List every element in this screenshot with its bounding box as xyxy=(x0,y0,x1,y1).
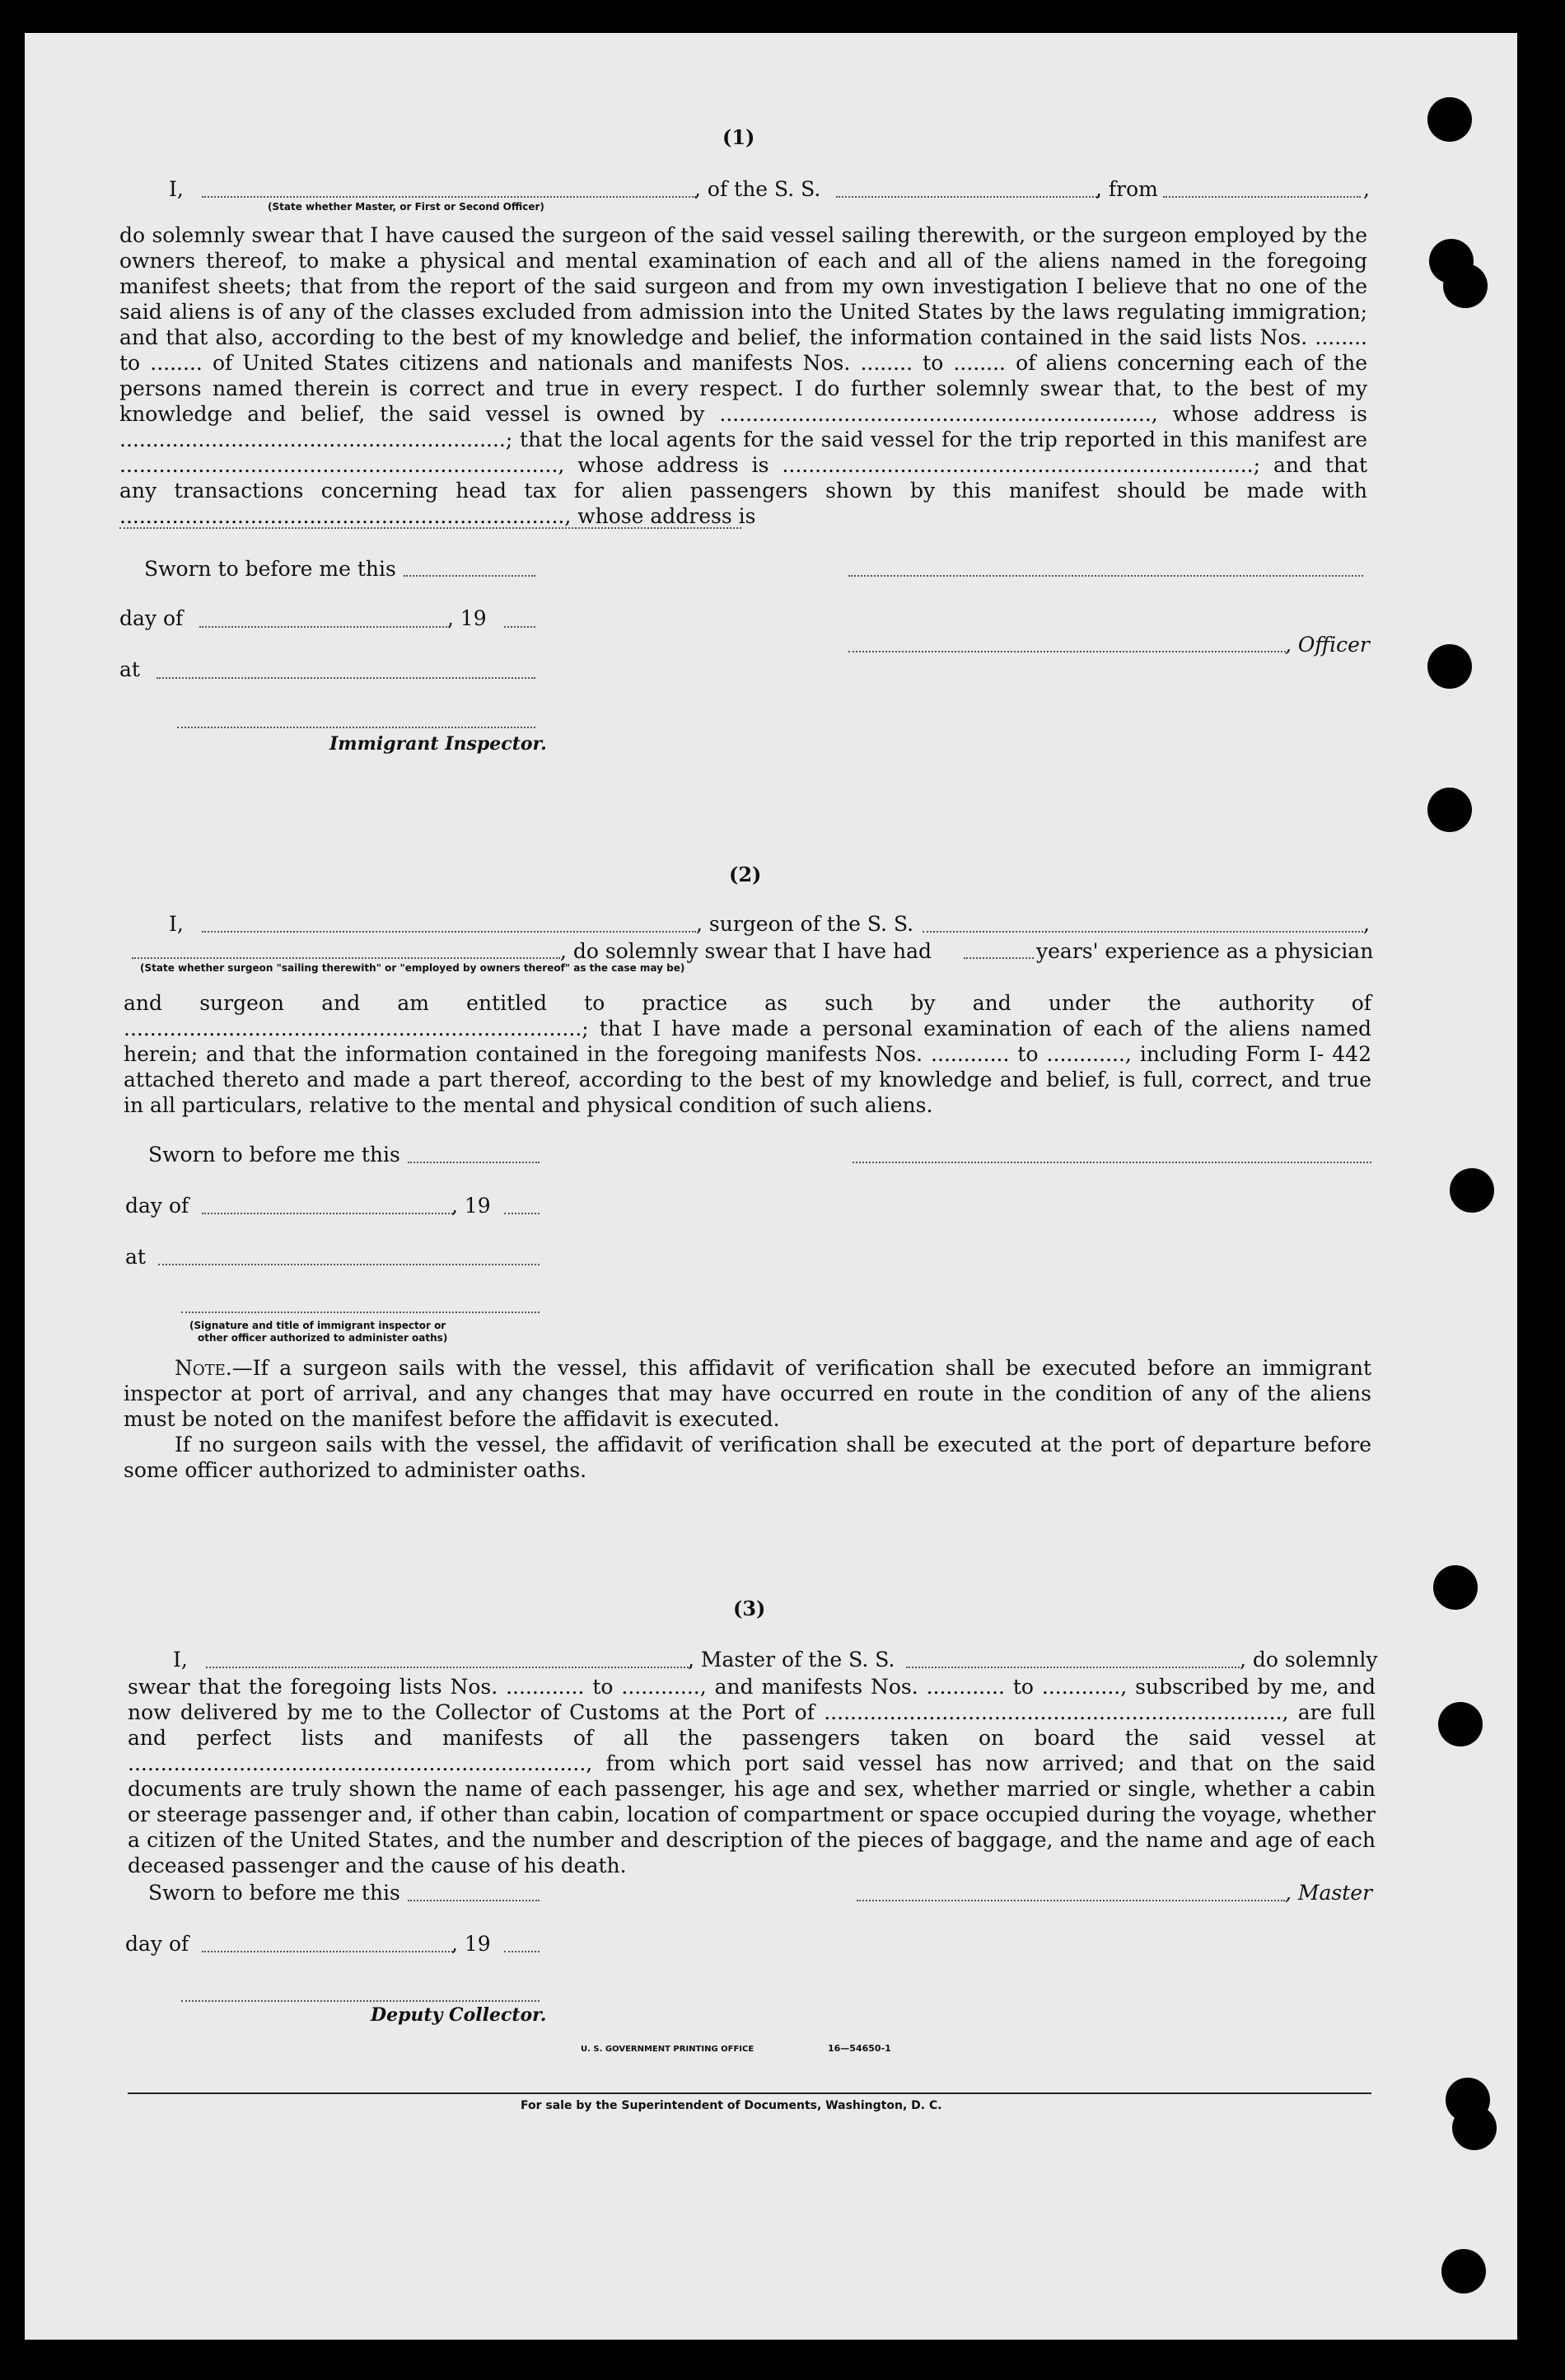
officer-line[interactable] xyxy=(848,651,1289,652)
comma: , xyxy=(1363,177,1370,201)
inspector-signature-line[interactable] xyxy=(181,1312,540,1313)
binder-hole xyxy=(1427,97,1472,142)
binder-hole xyxy=(1441,2249,1486,2293)
swear-label: , do solemnly swear that I have had xyxy=(560,939,932,963)
comma: , xyxy=(1363,912,1370,936)
binder-hole xyxy=(1427,644,1472,689)
section-3-number: (3) xyxy=(733,1597,766,1620)
section-3-sworn-line[interactable] xyxy=(408,1900,540,1901)
binder-hole xyxy=(1443,264,1488,308)
note-paragraph-2 xyxy=(124,1432,1371,1483)
master-signature-line[interactable] xyxy=(857,1900,1285,1901)
section-1-sworn: Sworn to before me this xyxy=(144,557,396,581)
printing-office: U. S. GOVERNMENT PRINTING OFFICE xyxy=(581,2045,754,2054)
section-1-signature-line[interactable] xyxy=(848,575,1363,577)
section-2-sworn: Sworn to before me this xyxy=(148,1143,400,1167)
section-1-caption: (State whether Master, or First or Second Officer) xyxy=(268,201,544,213)
section-2-i: I, xyxy=(169,912,184,936)
years-line[interactable] xyxy=(964,957,1034,959)
master-of-label: , Master of the S. S. xyxy=(688,1648,895,1672)
signature-caption-1: (Signature and title of immigrant inspector or xyxy=(189,1320,446,1331)
section-3-sworn: Sworn to before me this xyxy=(148,1881,400,1905)
section-3-master-line[interactable] xyxy=(206,1667,692,1668)
section-2-year-line[interactable] xyxy=(504,1213,540,1214)
binder-hole xyxy=(1433,1565,1478,1610)
section-2-number: (2) xyxy=(729,863,762,886)
form-code: 16—54650-1 xyxy=(828,2043,891,2054)
section-1-sworn-line[interactable] xyxy=(404,575,535,577)
section-2-sworn-line[interactable] xyxy=(408,1162,540,1163)
section-3-year-line[interactable] xyxy=(504,1951,540,1952)
section-2-year: , 19 xyxy=(451,1194,491,1218)
section-1-at: at xyxy=(119,657,140,681)
binder-hole xyxy=(1427,788,1472,832)
section-3-vessel-line[interactable] xyxy=(906,1667,1240,1668)
section-1-i: I, xyxy=(169,177,184,201)
years-label: years' experience as a physician xyxy=(1036,939,1374,963)
section-3-day-line[interactable] xyxy=(202,1951,453,1952)
section-3-day-of: day of xyxy=(125,1932,189,1956)
master-label: , Master xyxy=(1285,1881,1373,1905)
binder-hole xyxy=(1450,1168,1494,1213)
from-port-line[interactable] xyxy=(1163,196,1361,198)
note-text-1: —If a surgeon sails with the vessel, this affidavit of verification shall be executed before an immigrant inspector at port of arrival, and any changes that may have occurred en route in the condition of any of the aliens must be noted on the manifest before the affidavit is executed. xyxy=(124,1356,1371,1431)
vessel-name-line[interactable] xyxy=(836,196,1100,198)
of-ss-label: , of the S. S. xyxy=(694,177,821,201)
section-1-day-of: day of xyxy=(119,606,184,630)
note-paragraph-1 xyxy=(124,1355,1371,1432)
section-2-caption: (State whether surgeon "sailing therewith" or "employed by owners thereof" as the case may be) xyxy=(140,962,685,974)
section-1-year: , 19 xyxy=(447,606,487,630)
inspector-line[interactable] xyxy=(177,727,535,728)
surgeon-title-line[interactable] xyxy=(132,957,560,959)
signature-caption-2: other officer authorized to administer oaths) xyxy=(198,1332,448,1344)
master-name-line[interactable] xyxy=(202,196,696,198)
surgeon-of-label: , surgeon of the S. S. xyxy=(696,912,914,936)
address-line[interactable] xyxy=(119,527,741,529)
surgeon-name-line[interactable] xyxy=(202,931,696,933)
section-1-paragraph: do solemnly swear that I have caused the surgeon of the said vessel sailing therewith, or the surgeon employed by the owners thereof, to make a physical and mental examination of each and all of the aliens named in the foregoing manifest sheets; that from the report of the said surgeon and from my own investigation I believe that no one of the said aliens is of any of the classes excluded from admission into the United States by the laws regulating immigration; and that also, according to the best of my knowledge and belief, the information contained in the said lists Nos. ........ to ........ of United States citizens and nationals and manifests Nos. ........ to ........ of aliens concerning each of the persons named therein is correct and true in every respect. I do further solemnly swear that, to the best of my knowledge and belief, the said vessel is owned by .................................................................., whose address is ...........................................................; that the local agents for the said vessel for the trip reported in this manifest are ..................................................................., whose address is ........................................................................; and that any transactions concerning head tax for alien passengers shown by this manifest should be made with ...................................................................., whose address is xyxy=(119,223,1367,528)
note-text-2: If no surgeon sails with the vessel, the affidavit of verification shall be executed at the port of departure before some officer authorized to administer oaths. xyxy=(124,1433,1371,1482)
solemnly-label: , do solemnly xyxy=(1240,1648,1378,1672)
section-1-number: (1) xyxy=(722,125,755,149)
note-label: Note. xyxy=(175,1356,232,1380)
binder-hole xyxy=(1452,2106,1497,2150)
section-3-paragraph: swear that the foregoing lists Nos. ............ to ............, and manifests Nos. ............ to ............, subscribed by me, and now delivered by me to the Collector of Customs at the Port of ......................................................................, are full and perfect lists and manifests of all the passengers taken on board the said vessel at ......................................................................, from which port said vessel has now arrived; and that on the said documents are truly shown the name of each passenger, his age and sex, whether married or single, whether a cabin or steerage passenger and, if other than cabin, location of compartment or space occupied during the voyage, whether a citizen of the United States, and the number and description of the pieces of baggage, and the name and age of each deceased passenger and the cause of his death. xyxy=(128,1675,1376,1877)
section-2-day-of: day of xyxy=(125,1194,189,1218)
officer-label: , Officer xyxy=(1285,633,1370,657)
section-1-day-line[interactable] xyxy=(199,626,451,628)
from-label: , from xyxy=(1096,177,1158,201)
deputy-collector-label: Deputy Collector. xyxy=(371,2004,547,2026)
section-2-at-line[interactable] xyxy=(158,1264,540,1265)
section-2-at: at xyxy=(125,1245,146,1269)
inspector-label: Immigrant Inspector. xyxy=(329,733,547,755)
section-3-i: I, xyxy=(173,1648,188,1672)
section-3-year: , 19 xyxy=(451,1932,491,1956)
footer-rule xyxy=(128,2092,1371,2094)
section-2-day-line[interactable] xyxy=(202,1213,453,1214)
deputy-collector-line[interactable] xyxy=(181,2000,540,2002)
section-2-paragraph: and surgeon and am entitled to practice as such by and under the authority of ......................................................................; that I have made a personal examination of each of the aliens named herein; and that the information contained in the foregoing manifests Nos. ............ to ............, including Form I- 442 attached thereto and made a part thereof, according to the best of my knowledge and belief, is full, correct, and true in all particulars, relative to the mental and physical condition of such aliens. xyxy=(124,991,1371,1117)
section-1-year-line[interactable] xyxy=(504,626,535,628)
section-2-vessel-line[interactable] xyxy=(923,931,1363,933)
binder-hole xyxy=(1438,1702,1483,1746)
sale-notice: For sale by the Superintendent of Documents, Washington, D. C. xyxy=(521,2099,942,2112)
section-1-at-line[interactable] xyxy=(156,677,535,679)
section-2-signature-line[interactable] xyxy=(853,1162,1371,1163)
